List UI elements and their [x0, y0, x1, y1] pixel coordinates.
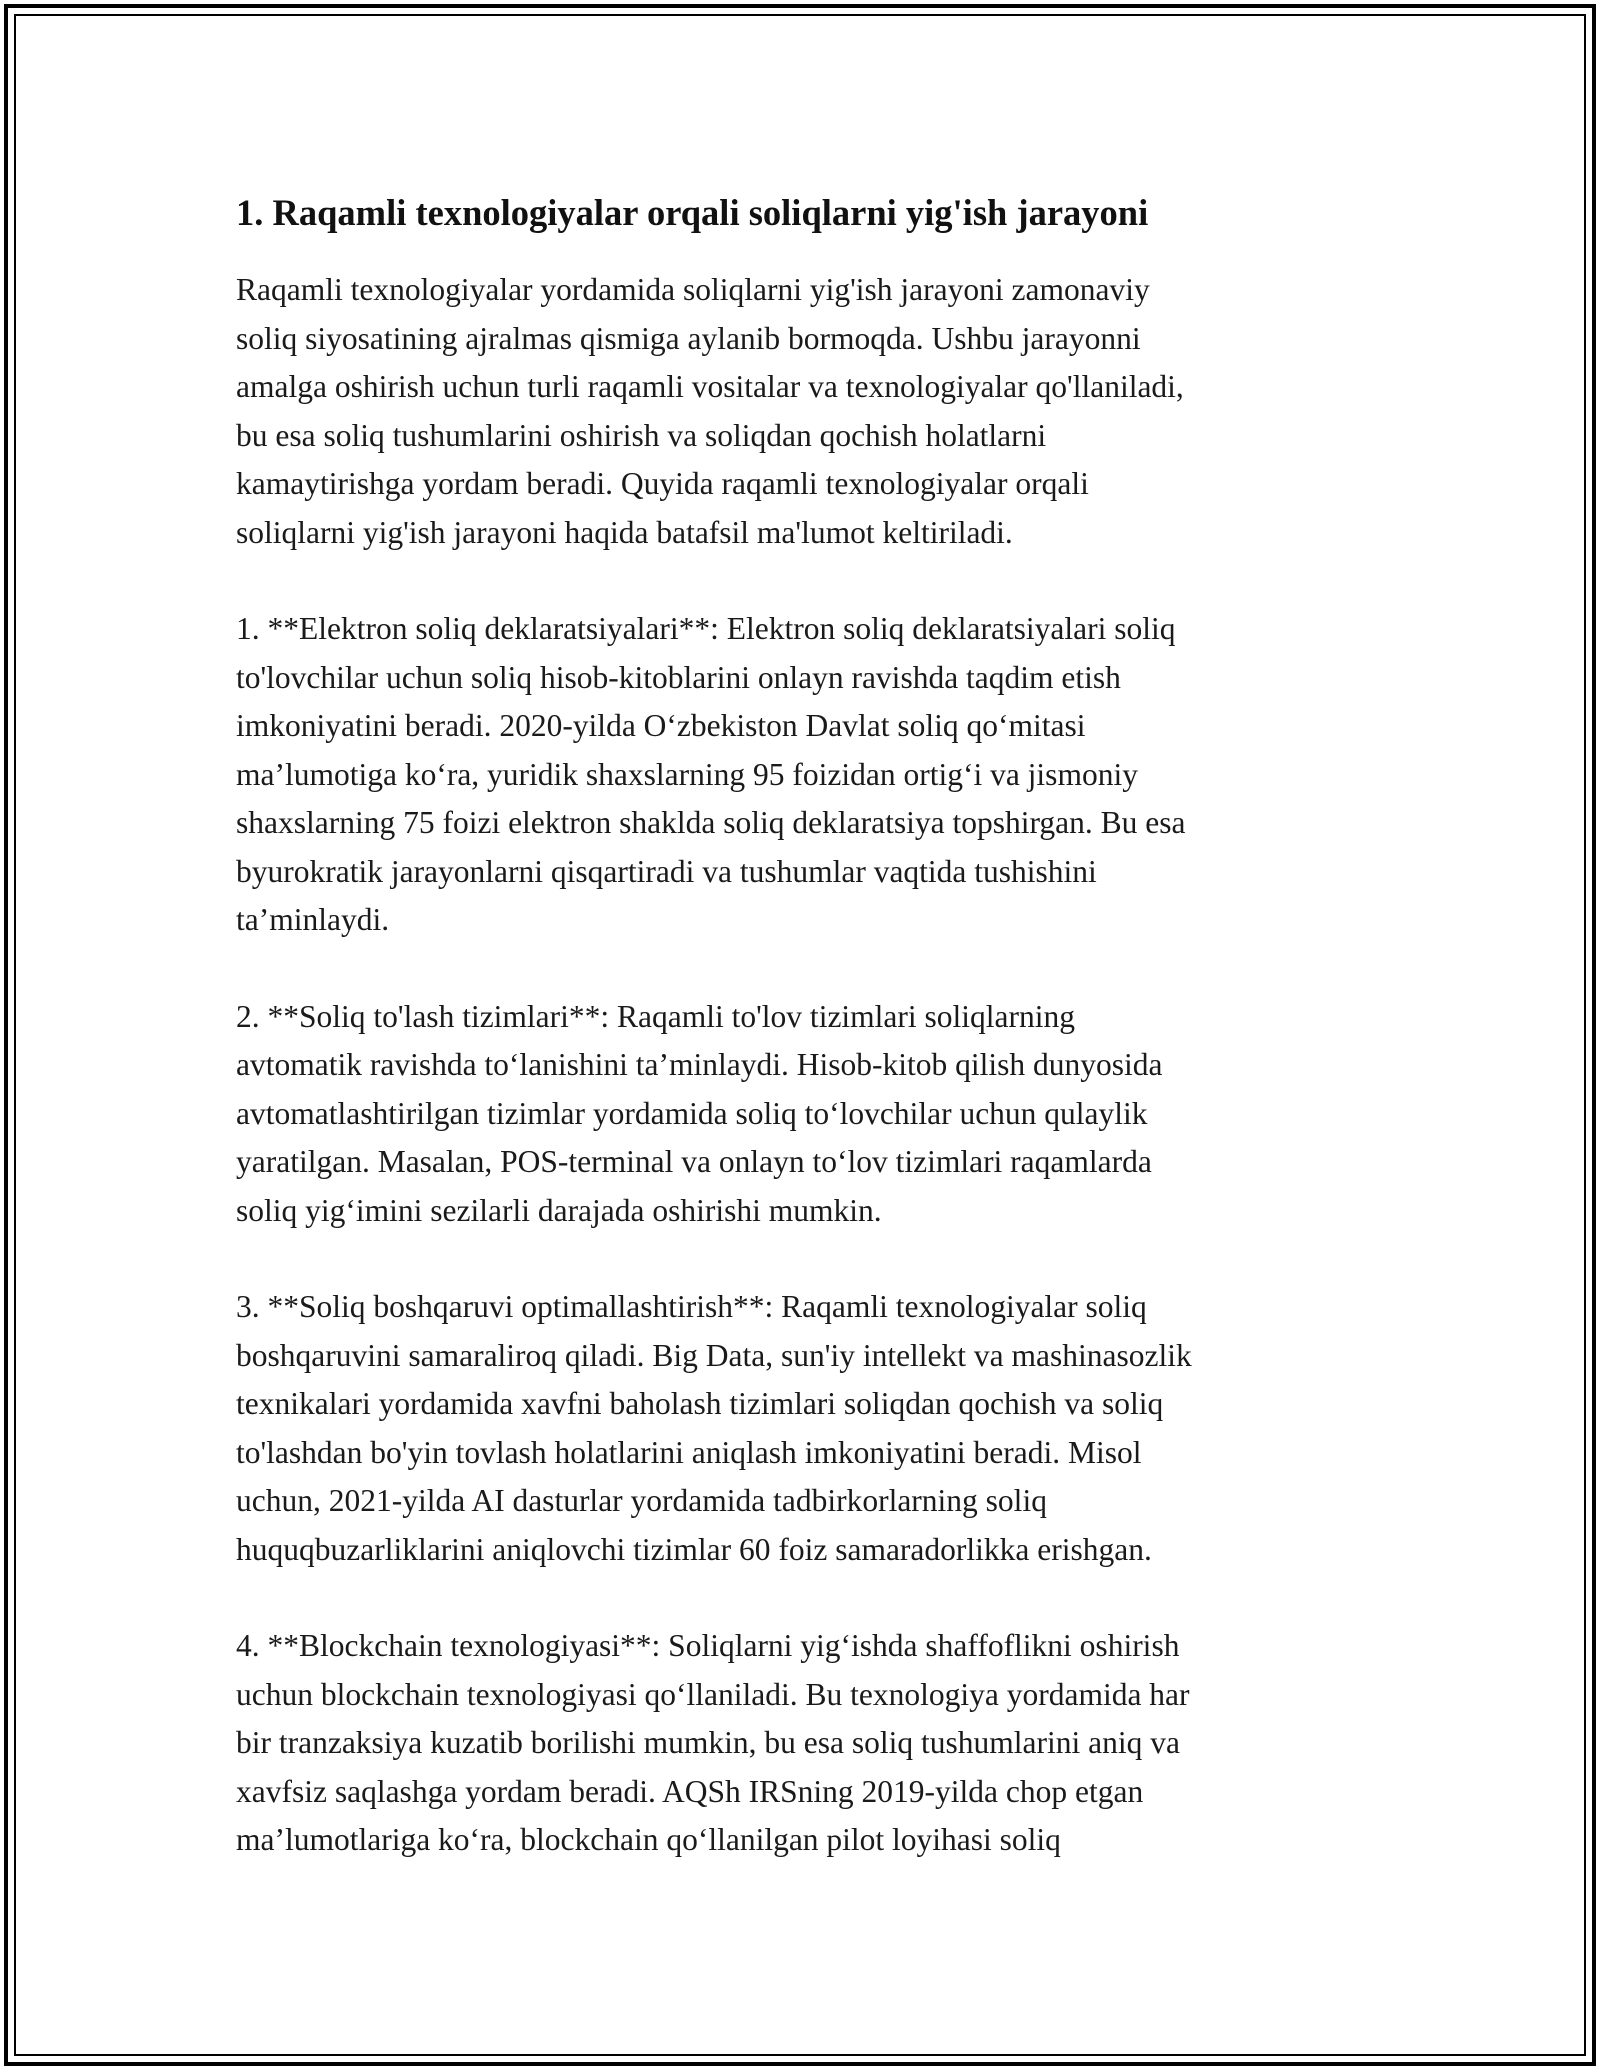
document-body — [236, 186, 1356, 1865]
section-heading: 1. Raqamli texnologiyalar orqali soliqlarni yig'ish jarayoni — [236, 192, 1149, 233]
intro-paragraph: Raqamli texnologiyalar yordamida soliqlarni yig'ish jarayoni zamonaviy soliq siyosatining ajralmas qismiga aylanib bormoqda. Ushbu jarayonni amalga oshirish uchun turli raqamli vositalar va texnologiyalar qo'llaniladi, bu esa soliq tushumlarini oshirish va soliqdan qochish holatlarni kamaytirishga yordam beradi. Quyida raqamli texnologiyalar orqali soliqlarni yig'ish jarayoni haqida batafsil ma'lumot keltiriladi. — [236, 272, 1184, 550]
paragraph-electronic-declarations: 1. **Elektron soliq deklaratsiyalari**: Elektron soliq deklaratsiyalari soliq to'lovchilar uchun soliq hisob-kitoblarini onlayn ravishda taqdim etish imkoniyatini beradi. 2020-yilda O‘zbekiston Davlat soliq qo‘mitasi ma’lumotiga ko‘ra, yuridik shaxslarning 95 foizidan ortig‘i va jismoniy shaxslarning 75 foizi elektron shaklda soliq deklaratsiya topshirgan. Bu esa byurokratik jarayonlarni qisqartiradi va tushumlar vaqtida tushishini ta’minlaydi. — [236, 611, 1186, 937]
paragraph-payment-systems: 2. **Soliq to'lash tizimlari**: Raqamli to'lov tizimlari soliqlarning avtomatik ravishda to‘lanishini ta’minlaydi. Hisob-kitob qilish dunyosida avtomatlashtirilgan tizimlar yordamida soliq to‘lovchilar uchun qulaylik yaratilgan. Masalan, POS-terminal va onlayn to‘lov tizimlari raqamlarda soliq yig‘imini sezilarli darajada oshirishi mumkin. — [236, 998, 1163, 1228]
paragraph-tax-management: 3. **Soliq boshqaruvi optimallashtirish**: Raqamli texnologiyalar soliq boshqaruvini samaraliroq qiladi. Big Data, sun'iy intellekt va mashinasozlik texnikalari yordamida xavfni baholash tizimlari soliqdan qochish va soliq to'lashdan bo'yin tovlash holatlarini aniqlash imkoniyatini beradi. Misol uchun, 2021-yilda AI dasturlar yordamida tadbirkorlarning soliq huquqbuzarliklarini aniqlovchi tizimlar 60 foiz samaradorlikka erishgan. — [236, 1289, 1192, 1567]
paragraph-blockchain: 4. **Blockchain texnologiyasi**: Soliqlarni yig‘ishda shaffoflikni oshirish uchun blockchain texnologiyasi qo‘llaniladi. Bu texnologiya yordamida har bir tranzaksiya kuzatib borilishi mumkin, bu esa soliq tushumlarini aniq va xavfsiz saqlashga yordam beradi. AQSh IRSning 2019-yilda chop etgan ma’lumotlariga ko‘ra, blockchain qo‘llanilgan pilot loyihasi soliq — [236, 1628, 1190, 1857]
